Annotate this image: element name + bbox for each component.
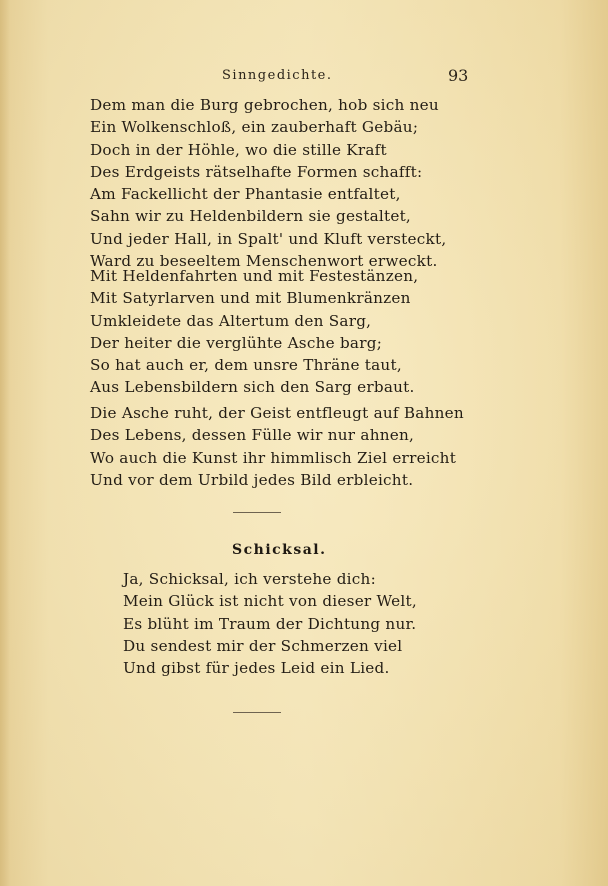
verse-line: Am Fackellicht der Phantasie entfaltet, — [90, 185, 401, 204]
verse-line: Doch in der Höhle, wo die stille Kraft — [90, 140, 387, 159]
page-header — [0, 66, 608, 90]
verse-line: Der heiter die verglühte Asche barg; — [90, 333, 383, 352]
poem-stanza-3 — [90, 402, 464, 491]
poem-stanza-1 — [90, 94, 446, 272]
running-title: Sinngedichte. — [222, 68, 333, 83]
page-number: 93 — [448, 66, 469, 85]
verse-line: Mit Satyrlarven und mit Blumenkränzen — [90, 289, 411, 308]
poem-title: Schicksal. — [232, 542, 327, 558]
verse-line: Ein Wolkenschloß, ein zauberhaft Gebäu; — [90, 118, 419, 137]
verse-line: Die Asche ruht, der Geist entfleugt auf Bahnen — [90, 404, 464, 422]
page-edge-shadow — [0, 0, 10, 886]
verse-line: Umkleidete das Altertum den Sarg, — [90, 311, 372, 330]
verse-line: Ward zu beseeltem Menschenwort erweckt. — [90, 252, 438, 271]
poem-stanza-2 — [90, 265, 418, 399]
verse-line: Aus Lebensbildern sich den Sarg erbaut. — [90, 378, 415, 397]
verse-line: Und jeder Hall, in Spalt' und Kluft versteckt, — [90, 229, 447, 248]
verse-line: Wo auch die Kunst ihr himmlisch Ziel erreicht — [90, 448, 457, 467]
verse-line: Des Lebens, dessen Fülle wir nur ahnen, — [90, 426, 415, 445]
verse-line: Des Erdgeists rätselhafte Formen schafft: — [90, 162, 423, 181]
verse-line: Und vor dem Urbild jedes Bild erbleicht. — [90, 470, 414, 489]
verse-line: Und gibst für jedes Leid ein Lied. — [123, 659, 390, 678]
verse-line: Ja, Schicksal, ich verstehe dich: — [123, 570, 376, 588]
verse-line: Es blüht im Traum der Dichtung nur. — [123, 614, 417, 633]
section-divider — [233, 712, 281, 713]
verse-line: So hat auch er, dem unsre Thräne taut, — [90, 356, 402, 375]
verse-line: Mein Glück ist nicht von dieser Welt, — [123, 592, 417, 611]
section-divider — [233, 512, 281, 513]
verse-line: Mit Heldenfahrten und mit Festestänzen, — [90, 267, 419, 285]
poem-stanza-4 — [123, 568, 417, 679]
verse-line: Dem man die Burg gebrochen, hob sich neu — [90, 96, 439, 114]
verse-line: Sahn wir zu Heldenbildern sie gestaltet, — [90, 207, 412, 226]
verse-line: Du sendest mir der Schmerzen viel — [123, 636, 403, 655]
